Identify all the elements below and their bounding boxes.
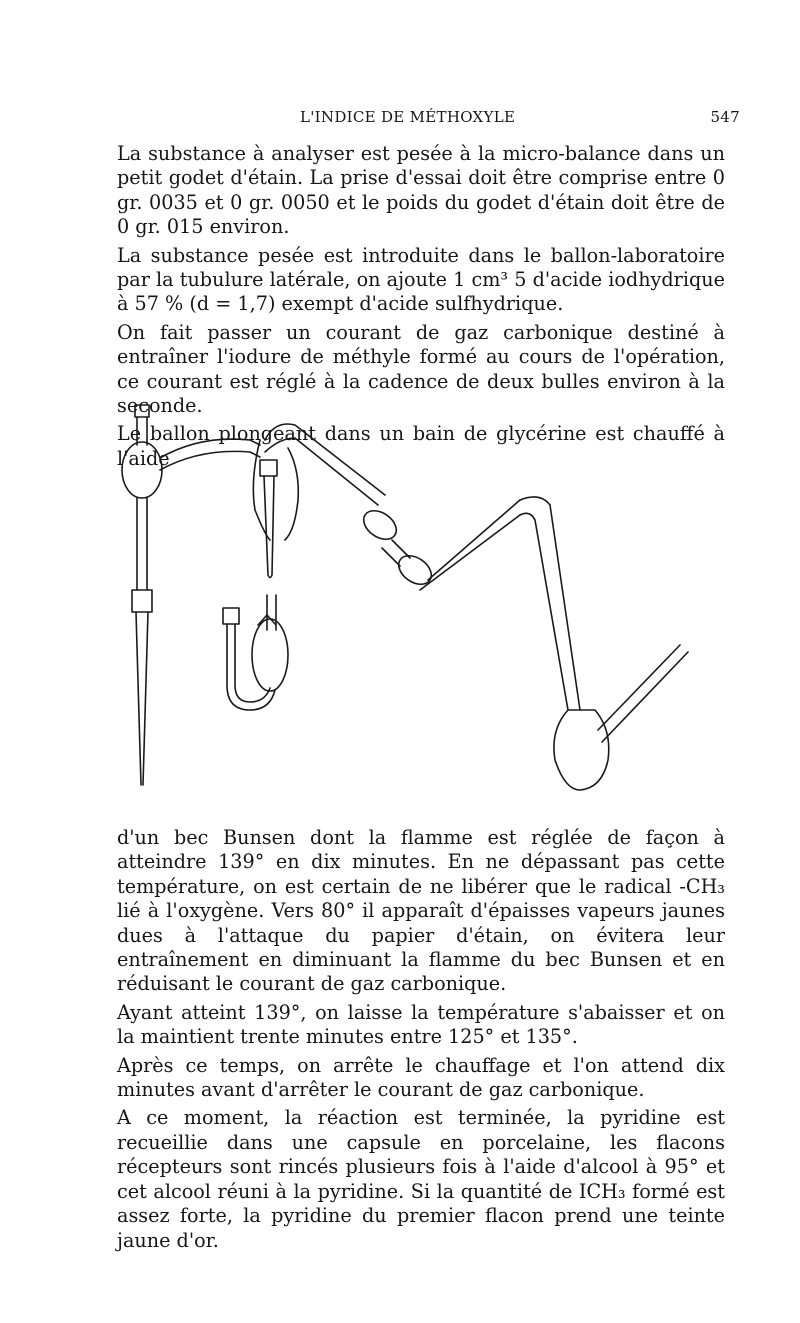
u-tube-absorber (223, 595, 288, 710)
paragraph: La substance pesée est introduite dans le ballon-laboratoire par la tubulure latérale, on ajoute 1 cm³ 5 d'acide iodhydrique à 57 % (d = 1,7) exempt d'acide sulfhydrique. (117, 243, 725, 316)
running-title: L'INDICE DE MÉTHOXYLE (300, 108, 516, 126)
paragraph: Ayant atteint 139°, on laisse la température s'abaisser et on la maintient trente minutes entre 125° et 135°. (117, 1000, 725, 1049)
paragraph: Le ballon plongeant dans un bain de glycérine est chauffé à l'aide (117, 422, 725, 470)
paragraph: Après ce temps, on arrête le chauffage et l'on attend dix minutes avant d'arrêter le courant de gaz carbonique. (117, 1053, 725, 1102)
paragraph: d'un bec Bunsen dont la flamme est réglée de façon à atteindre 139° en dix minutes. En ne dépassant pas cette température, on est certain de ne libérer que le radical -CH₃ lié à l'oxygène. Vers 80° il apparaît d'épaisses vapeurs jaunes dues à l'attaque du papier d'étain, on évitera leur entraînement en diminuant la flamme du bec Bunsen et en réduisant le courant de gaz carbonique. (117, 826, 725, 996)
text-block-bottom (117, 826, 725, 1257)
apparatus-figure (110, 400, 710, 810)
side-arm-tube (160, 439, 260, 470)
condenser-bulb (253, 424, 385, 578)
left-column-tube (122, 405, 162, 785)
paragraph: A ce moment, la réaction est terminée, la pyridine est recueillie dans une capsule en porcelaine, les flacons récepteurs sont rincés plusieurs fois à l'aide d'alcool à 95° et cet alcool réuni à la pyridine. Si la quantité de ICH₃ formé est assez forte, la pyridine du premier flacon prend une teinte jaune d'or. (117, 1106, 725, 1252)
diagonal-tube (358, 497, 580, 710)
paragraph: On fait passer un courant de gaz carbonique destiné à entraîner l'iodure de méthyle formé au cours de l'opération, ce courant est réglé à la cadence de deux bulles environ à la seconde. (117, 320, 725, 418)
paragraph: La substance à analyser est pesée à la micro-balance dans un petit godet d'étain. La prise d'essai doit être comprise entre 0 gr. 0035 et 0 gr. 0050 et le poids du godet d'étain doit être de 0 gr. 015 environ. (117, 142, 725, 239)
page-number: 547 (710, 108, 740, 126)
